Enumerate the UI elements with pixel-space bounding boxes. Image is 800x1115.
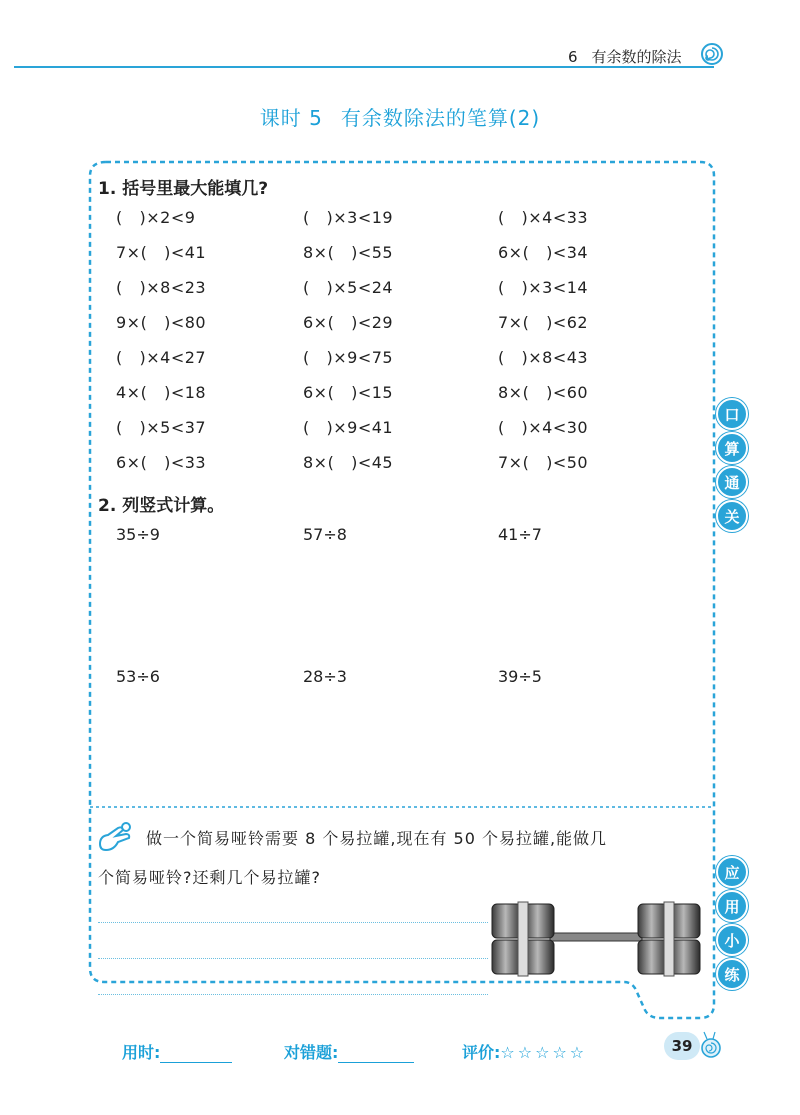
q1-item[interactable]: 6×( )<29 [303,313,394,332]
q2-item[interactable]: 28÷3 [303,667,347,686]
badge-tong: 通 [716,466,748,498]
rating-stars[interactable]: ☆☆☆☆☆ [500,1043,588,1062]
badge-yong: 用 [716,890,748,922]
footer-correct [284,1040,414,1063]
lesson-label: 课时 5 [259,106,323,130]
answer-line[interactable] [98,922,488,923]
q1-item[interactable]: 8×( )<45 [303,453,394,472]
chapter-number: 6 [568,48,578,66]
q1-item[interactable]: 6×( )<33 [116,453,207,472]
rating-label: 评价: [462,1043,501,1062]
q1-heading: 1. 括号里最大能填几? [98,179,269,199]
snail-icon [698,1030,724,1060]
chapter-header [568,46,682,67]
q1-item[interactable]: 4×( )<18 [116,383,207,402]
q1-item[interactable]: 6×( )<15 [303,383,394,402]
footer-time [122,1040,232,1063]
q1-item[interactable]: ( )×9<75 [303,348,394,367]
q1-item[interactable]: ( )×2<9 [116,208,196,227]
q1-item[interactable]: 9×( )<80 [116,313,207,332]
application-line-2: 个简易哑铃?还剩几个易拉罐? [98,868,321,887]
q1-item[interactable]: ( )×3<19 [303,208,394,227]
q2-item[interactable]: 39÷5 [498,667,542,686]
lesson-title [0,102,800,131]
q2-item[interactable]: 57÷8 [303,525,347,544]
q1-item[interactable]: ( )×4<30 [498,418,589,437]
q1-item[interactable]: ( )×3<14 [498,278,589,297]
badge-suan: 算 [716,432,748,464]
badge-guan: 关 [716,500,748,532]
badge-xiao: 小 [716,924,748,956]
time-blank[interactable] [160,1062,232,1063]
q1-item[interactable]: ( )×8<43 [498,348,589,367]
answer-line[interactable] [98,958,488,959]
q2-item[interactable]: 53÷6 [116,667,160,686]
q1-item[interactable]: ( )×8<23 [116,278,207,297]
q2-item[interactable]: 41÷7 [498,525,542,544]
q1-item[interactable]: ( )×4<27 [116,348,207,367]
swirl-icon [700,42,724,66]
badge-kou: 口 [716,398,748,430]
q1-item[interactable]: ( )×5<37 [116,418,207,437]
correct-label: 对错题: [284,1043,339,1062]
q1-item[interactable]: 6×( )<34 [498,243,589,262]
q2-item[interactable]: 35÷9 [116,525,160,544]
q1-item[interactable]: ( )×9<41 [303,418,394,437]
q1-item[interactable]: 7×( )<41 [116,243,207,262]
lesson-name: 有余数除法的笔算(2) [340,106,541,130]
q1-item[interactable]: ( )×5<24 [303,278,394,297]
hand-pointer-icon [96,820,134,854]
q1-item[interactable]: 7×( )<50 [498,453,589,472]
correct-blank[interactable] [338,1062,414,1063]
badge-ying: 应 [716,856,748,888]
q1-item[interactable]: ( )×4<33 [498,208,589,227]
chapter-title: 有余数的除法 [591,48,682,66]
q1-item[interactable]: 8×( )<60 [498,383,589,402]
dumbbell-icon [490,900,702,978]
application-line-1: 做一个简易哑铃需要 8 个易拉罐,现在有 50 个易拉罐,能做几 [146,829,608,848]
q1-item[interactable]: 7×( )<62 [498,313,589,332]
answer-line[interactable] [98,994,488,995]
badge-lian: 练 [716,958,748,990]
time-label: 用时: [122,1043,161,1062]
q1-item[interactable]: 8×( )<55 [303,243,394,262]
page-number: 39 [664,1032,700,1060]
q2-heading: 2. 列竖式计算。 [98,496,225,516]
header-rule [14,66,714,68]
footer-rating [462,1040,587,1063]
